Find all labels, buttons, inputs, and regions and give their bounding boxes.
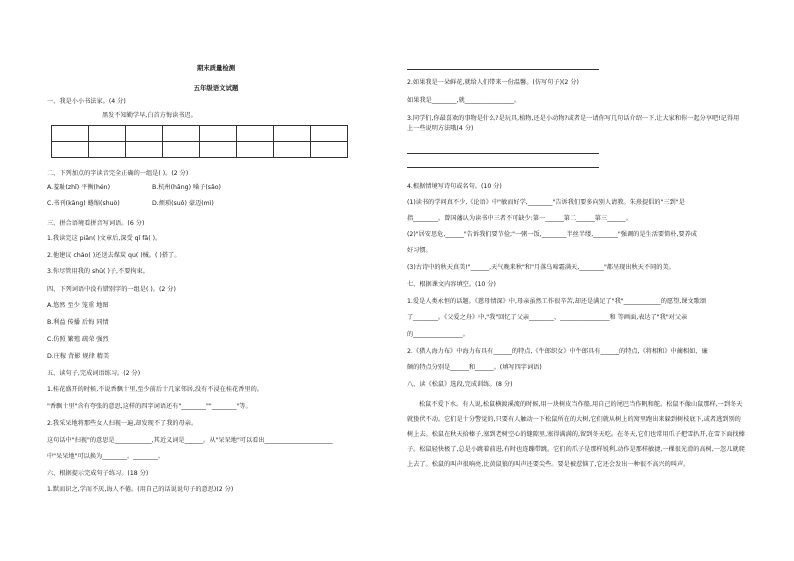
q6-4-line-4: 好习惯。 (407, 247, 432, 254)
q7-line-2[interactable]: 了________。《父爱之舟》中,"我"回忆了父亲________、________________和 等画面,表达了"我"对父亲 (407, 314, 688, 321)
q5-line-3: 2.我采呆地将那些女人扫视一遍,却发现不了我的母亲。 (47, 420, 198, 427)
q7-line-5[interactable]: 颇的特点分别是______和______。(填写四字词语) (407, 364, 542, 371)
q3-line-2[interactable]: 2.他建议 cháo( )还送去煤炭 qu( )械。( )搭了。 (47, 252, 181, 259)
answer-line[interactable] (407, 69, 599, 70)
q6-4-heading: 4.根据情境写诗句或名句。(10 分) (407, 183, 502, 190)
q6-4-line-2[interactable]: 指________。曾国藩认为读书中三者不可缺少:第一______第二______第三______。 (407, 215, 632, 222)
page-title: 期末质量检测 (196, 64, 236, 72)
q6-line-1: 1.默而识之,学而不厌,诲人不倦。(用自己的话说说句子的意思)(2 分) (47, 486, 234, 493)
q1-sentence: 黑发不知勤学早,白首方悔读书迟。 (102, 112, 197, 119)
q8-passage: 松鼠不爱下水。有人说,松鼠横渡溪流的时候,用一块树皮当作船,用自己的尾巴当作帆和舵。松鼠不像山鼠那样,一到冬天就蛰伏不动。它们是十分警觉的,只要有人触动一下松鼠所在的大树,它们就从树上的窝里跑出来躲到树枝底下,或者逃到别的树上去。松鼠在秋天拾榛子,塞到老树空心的缝隙里,塞得满满的,留到冬天吃。在冬天,它们也常用爪子把雪扒开,在雪下面找榛子。松鼠轻快极了,总是小跳着前进,有时也连蹦带跳。它们的爪子是那样锐利,动作是那样敏捷,一棵很光滑的高树,一忽儿就爬上去了。松鼠的叫声很响亮,比黄鼠狼的叫声还要尖些。要是被惹恼了,它还会发出一种很不高兴的叫声。 (407, 401, 745, 468)
q6-4-line-5[interactable]: (3)古诗中的秋天真美!"______,天气晚来秋"和"月落乌啼霜满天,________"都呈现出秋天不同的美。 (407, 264, 675, 271)
q6-heading: 六、根据提示完成句子练习。(18 分) (47, 470, 149, 477)
q6-2-line-1: 2.如果我是一朵鲜花,就给人们带来一份温馨。(仿写句子)(2 分) (407, 79, 579, 86)
q7-heading: 七、根据课文内容填空。(10 分) (407, 281, 496, 288)
q6-4-line-1[interactable]: (1)读书的学问真不少,《论语》中"敏而好学,________"告诉我们要多向别人请教。朱熹提倡的"三到"是 (407, 199, 685, 206)
q2-option-a[interactable]: A.羞耻(zhǐ) 平衡(hén) (47, 184, 111, 191)
q5-line-4[interactable]: 这句话中"扫视"的意思是____________,其近义词是______。从"呆呆地"可以看出______________________ (47, 437, 333, 444)
answer-line[interactable] (407, 167, 599, 168)
q4-option-b[interactable]: B.利益 传播 后悔 同情 (47, 319, 109, 326)
q2-option-d[interactable]: D.烦琐(suǒ) 豪迈(mì) (152, 200, 214, 207)
q7-line-3[interactable]: 的________________。 (407, 331, 469, 338)
calligraphy-grid[interactable] (51, 125, 348, 158)
q4-option-d[interactable]: D.庄稼 背影 规律 精美 (47, 353, 110, 360)
q3-line-3[interactable]: 3.你尽管用我的 shū( )子,不要拘束。 (47, 268, 149, 275)
q6-3-text: 3.同学们,你最喜欢的事物是什么?是玩具,植物,还是小动物?或者是一请你写几句话介绍一下,让大家和你一起分享吧!记得用上一些说明方法哦(4 分) (407, 115, 740, 132)
q2-option-c[interactable]: C.书刊(kāng) 蜷缩(shuò) (47, 200, 120, 207)
q1-heading: 一、我是小小书法家。(4 分) (47, 98, 126, 105)
q6-4-line-3[interactable]: (2)"居安思危,______"告诉我们要节俭;"一粥一饭,________半丝半缕,________"强调的是生活要简朴,要养成 (407, 231, 697, 238)
q4-option-c[interactable]: C.仿照 繁殖 疏荣 强烈 (47, 336, 109, 343)
q5-heading: 五、读句子,完成词语练习。(2 分) (47, 370, 141, 377)
q3-heading: 三、拼合语境看拼音写词语。(6 分) (47, 220, 145, 227)
q4-heading: 四、下列词语中没有错别字的一组是( )。(2 分) (47, 286, 176, 293)
q5-line-5[interactable]: 中"呆呆地"可以换为________。________。 (47, 453, 165, 460)
q7-line-4[interactable]: 2.《猎人海力布》中海力布具有______的特点,《牛郎织女》中牛郎具有______的特点,《将相和》中蔺相如、廉 (407, 348, 708, 355)
page-subtitle: 五年级语文试题 (193, 84, 239, 92)
q2-option-b[interactable]: B.杭州(hāng) 嗓子(sǎo) (152, 184, 221, 191)
q4-option-a[interactable]: A.悠然 至少 笼重 地图 (47, 302, 109, 309)
q3-line-1[interactable]: 1.我读完这 piān( )文章后,深受 qǐ fā( )。 (47, 235, 162, 242)
q5-line-1: 1.桂花盛开的时候,不说香飘十里,至少前后十几家邻居,没有不浸在桂花香里的。 (47, 386, 263, 393)
q8-heading: 八、读《松鼠》选段,完成训练。(8 分) (407, 381, 513, 388)
q7-line-1[interactable]: 1.爱是人类永恒的话题。《慈母情深》中,母亲虽然工作很辛苦,却还是满足了"我"____________的愿望,课文歌颂 (407, 298, 707, 305)
q5-line-2[interactable]: "香飘十里"含有夸张的意思,这样的四字词语还有"________""________"等。 (47, 403, 252, 410)
q6-2-line-2[interactable]: 如果我是________,就________________。 (407, 97, 521, 104)
answer-line[interactable] (407, 153, 599, 154)
q2-heading: 二、下列加点的字读音完全正确的一组是( )。(2 分) (47, 170, 189, 177)
